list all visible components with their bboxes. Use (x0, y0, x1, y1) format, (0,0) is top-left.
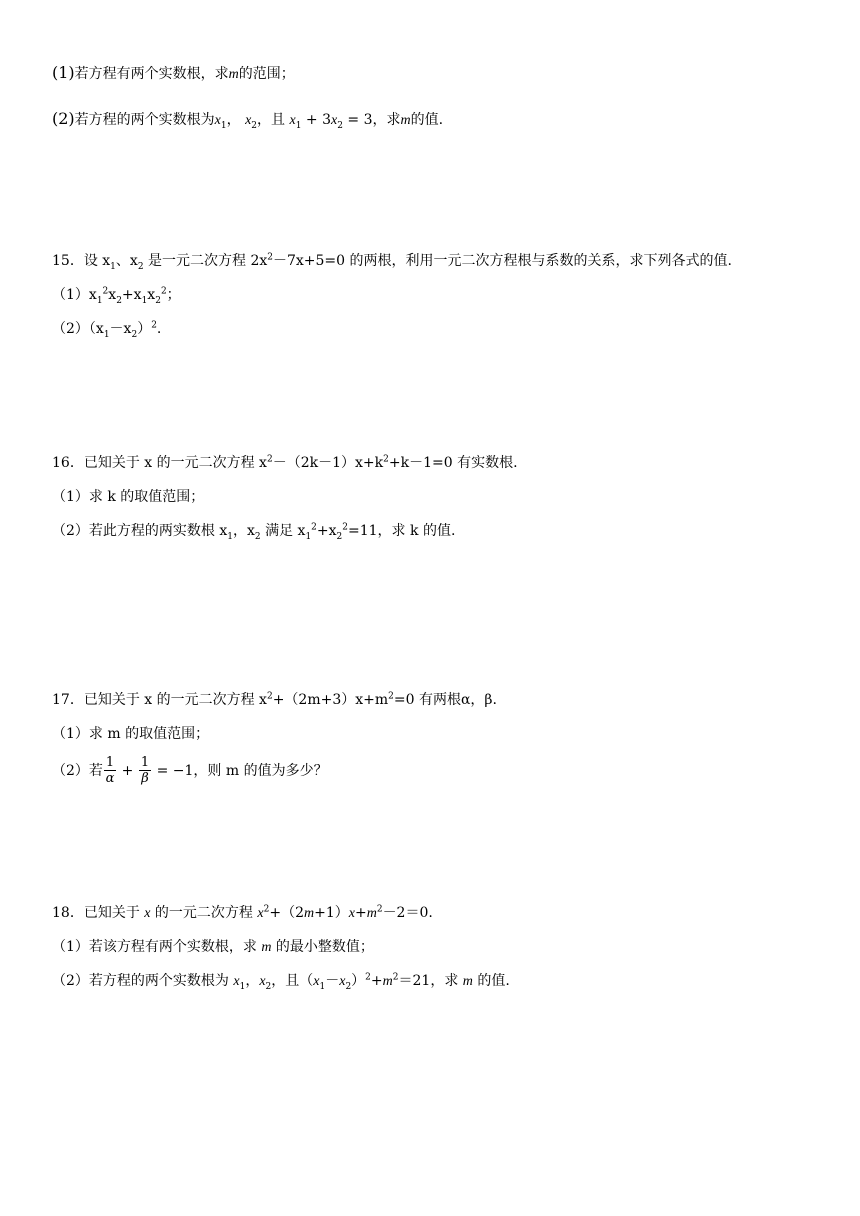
subscript: 1 (239, 981, 246, 992)
text: ，且（ (271, 973, 314, 989)
text: （1）若该方程有两个实数根，求 (52, 939, 262, 955)
text: ，且 (257, 112, 286, 128)
denominator: β (141, 771, 149, 786)
text: 满足 x (260, 523, 306, 539)
text: +（2m+3）x+m (272, 692, 389, 708)
subscript: 1 (220, 120, 227, 131)
numerator: 1 (105, 755, 115, 770)
subscript: 2 (336, 531, 343, 542)
text: （1）求 k 的取值范围； (52, 489, 205, 505)
subscript: 2 (251, 120, 258, 131)
text: =0 有两根α，β. (393, 692, 497, 708)
subscript: 2 (265, 981, 272, 992)
subscript: 2 (254, 531, 261, 542)
superscript: 2 (365, 972, 371, 983)
subscript: 1 (103, 329, 110, 340)
text: +（2 (269, 905, 304, 921)
subscript: 1 (110, 261, 116, 272)
subscript: 1 (227, 531, 233, 542)
text: + (370, 973, 383, 989)
math-var: x (245, 113, 252, 128)
q18-part2 (52, 971, 510, 992)
math-var: x (233, 974, 240, 989)
text: 16．已知关于 x 的一元二次方程 x (52, 455, 267, 471)
text: 的值. (410, 112, 444, 128)
text: ， (245, 973, 260, 989)
superscript: 2 (266, 454, 273, 465)
superscript: 2 (311, 522, 317, 533)
math-var: m (228, 67, 239, 82)
text: ； (166, 287, 181, 303)
text: ，求 (372, 112, 401, 128)
text: ＝21，求 (398, 973, 463, 989)
math-var: m (382, 974, 393, 989)
math-var: x (259, 974, 266, 989)
q14-part1 (52, 63, 295, 85)
q17-stem (52, 690, 497, 710)
math-var: m (462, 974, 473, 989)
text: －（2k－1）x+k (272, 455, 384, 471)
text: 的最小整数值； (271, 939, 374, 955)
math-var: x (214, 113, 221, 128)
text: （1）x (52, 287, 97, 303)
superscript: 2 (383, 454, 389, 465)
superscript: 2 (267, 252, 273, 263)
numerator: 1 (140, 755, 150, 770)
text: ） (137, 321, 152, 337)
text: x (147, 287, 156, 303)
math-text: + (117, 763, 138, 779)
text: －7x+5=0 的两根，利用一元二次方程根与系数的关系，求下列各式的值. (272, 253, 732, 269)
text: （1）求 m 的取值范围； (52, 726, 210, 742)
fraction-one-over-beta (139, 756, 151, 786)
subscript: 1 (305, 531, 312, 542)
text: （2）若 (52, 763, 103, 779)
text: ） (351, 973, 366, 989)
q16-part1 (52, 487, 204, 507)
text: － (325, 973, 340, 989)
superscript: 2 (376, 904, 383, 915)
q15-part1 (52, 285, 181, 305)
subscript: 2 (337, 120, 343, 131)
text: +1） (314, 905, 349, 921)
text: （2）若此方程的两实数根 x (52, 523, 228, 539)
text: + (354, 905, 367, 921)
superscript: 2 (266, 691, 273, 702)
part-number: (2) (52, 109, 75, 128)
q17-part2 (52, 754, 328, 788)
subscript: 2 (345, 981, 352, 992)
math-var: x (330, 113, 338, 128)
superscript: 2 (263, 904, 270, 915)
math-var: m (261, 940, 272, 955)
superscript: 2 (392, 972, 399, 983)
q18-part1 (52, 937, 374, 958)
math-var: x (257, 906, 264, 921)
q18-stem (52, 903, 433, 924)
superscript: 2 (342, 522, 349, 533)
text: 、x (115, 253, 138, 269)
subscript: 1 (96, 295, 103, 306)
text: 17．已知关于 x 的一元二次方程 x (52, 692, 267, 708)
text: x (108, 287, 117, 303)
subscript: 2 (131, 329, 138, 340)
text: +x (316, 523, 337, 539)
text: 若方程的两个实数根为 (74, 112, 215, 128)
math-text: = 3 (342, 112, 373, 128)
math-var: x (348, 906, 355, 921)
q15-part2 (52, 319, 161, 339)
subscript: 2 (155, 295, 161, 306)
text: －x (109, 321, 132, 337)
q16-stem (52, 453, 518, 473)
math-var: m (400, 113, 411, 128)
math-text: + 3 (301, 112, 331, 128)
q14-part2 (52, 109, 443, 131)
superscript: 2 (160, 286, 167, 297)
math-var: x (144, 906, 151, 921)
text: =11，求 k 的值. (348, 523, 456, 539)
q17-part1 (52, 724, 209, 744)
text: （2）（x (52, 321, 104, 337)
text: +k－1=0 有实数根. (388, 455, 518, 471)
text: 若方程有两个实数根，求 (74, 66, 229, 82)
text: 15．设 x (52, 253, 111, 269)
part-number: (1) (52, 63, 75, 82)
subscript: 2 (137, 261, 144, 272)
subscript: 1 (141, 295, 148, 306)
text: （2）若方程的两个实数根为 (52, 973, 234, 989)
q15-stem (52, 251, 732, 271)
denominator: α (105, 771, 115, 786)
subscript: 1 (295, 120, 302, 131)
text: 的范围； (238, 66, 295, 82)
text: . (156, 321, 162, 337)
text: －2＝0. (382, 905, 433, 921)
subscript: 1 (319, 981, 326, 992)
superscript: 2 (388, 691, 394, 702)
text: ，x (233, 523, 255, 539)
text: 18．已知关于 (52, 905, 145, 921)
math-var: m (366, 906, 377, 921)
math-var: x (313, 974, 320, 989)
math-var: x (339, 974, 346, 989)
q16-part2 (52, 521, 455, 541)
text: ， (226, 112, 241, 128)
text: ，则 m 的值为多少？ (193, 763, 328, 779)
math-var: x (289, 113, 296, 128)
fraction-one-over-alpha (104, 756, 116, 786)
subscript: 2 (116, 295, 122, 306)
superscript: 2 (151, 320, 157, 331)
text: 的值. (472, 973, 510, 989)
math-var: m (303, 906, 315, 921)
superscript: 2 (102, 286, 109, 297)
text: +x (121, 287, 142, 303)
text: 是一元二次方程 2x (143, 253, 268, 269)
math-text: = −1 (152, 763, 194, 779)
text: 的一元二次方程 (150, 905, 258, 921)
